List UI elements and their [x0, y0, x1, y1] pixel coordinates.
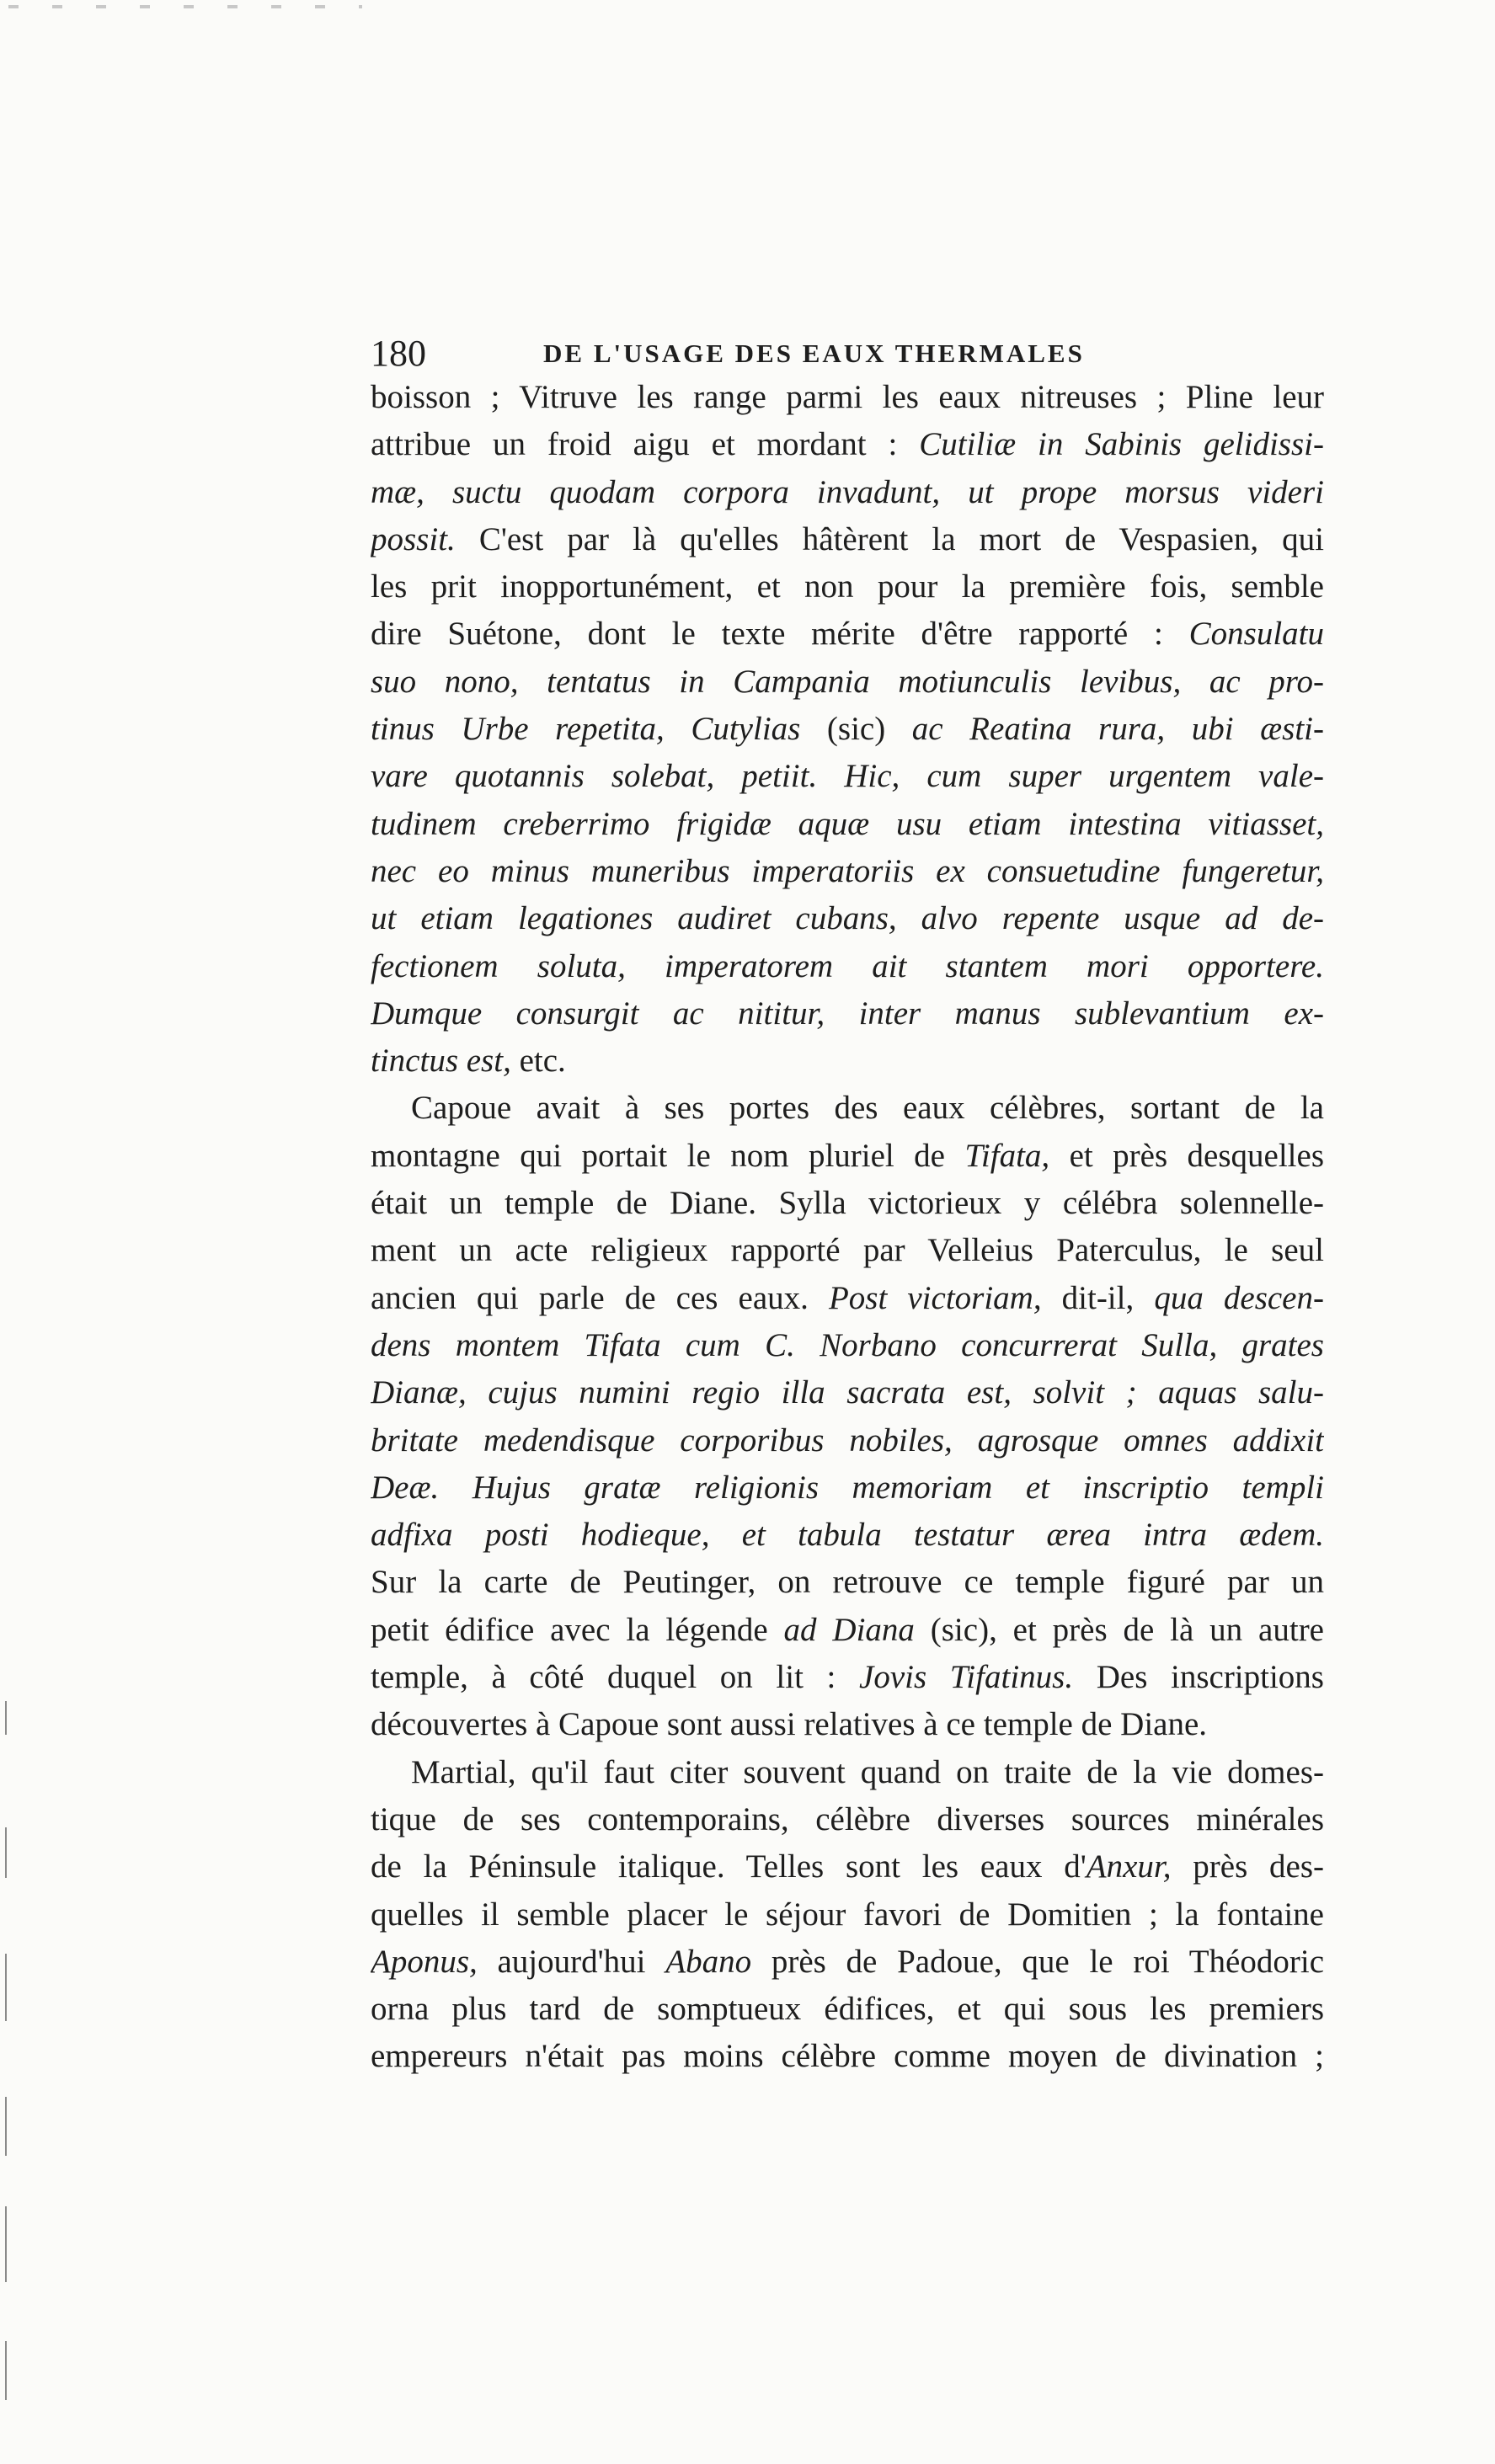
italic-text: ut etiam legationes audiret cubans, alvo repente usque ad de- [371, 900, 1324, 937]
text-line [371, 1085, 1324, 1132]
italic-text: qua descen- [1154, 1279, 1324, 1316]
roman-text: boisson ; Vitruve les range parmi les eaux nitreuses ; Pline leur [371, 379, 1324, 415]
roman-text: Capoue avait à ses portes des eaux célèbres, sortant de la [411, 1090, 1324, 1127]
roman-text: quelles il semble placer le séjour favori de Domitien ; la fontaine [371, 1896, 1324, 1933]
text-line [371, 1891, 1324, 1939]
italic-text: suo nono, tentatus in Campania motiunculis levibus, ac pro- [371, 663, 1324, 700]
text-line [371, 1369, 1324, 1416]
text-line [371, 2033, 1324, 2080]
italic-text: possit. [371, 520, 456, 557]
italic-text: Deæ. Hujus gratæ religionis memoriam et inscriptio templi [371, 1469, 1324, 1506]
scan-edge-marks [8, 5, 362, 8]
italic-text: britate medendisque corporibus nobiles, agrosque omnes addixit [371, 1421, 1324, 1459]
text-line [371, 659, 1324, 706]
italic-text: Dumque consurgit ac nititur, inter manus sublevantium ex- [371, 995, 1324, 1032]
roman-text: (sic), et près de là un autre [914, 1611, 1324, 1648]
roman-text: dit-il, [1041, 1279, 1155, 1316]
text-line [371, 516, 1324, 563]
text-line [371, 1559, 1324, 1606]
roman-text: les prit inopportunément, et non pour la première fois, semble [371, 568, 1324, 605]
text-line [371, 1749, 1324, 1796]
roman-text: était un temple de Diane. Sylla victorieux y célébra solennelle- [371, 1185, 1324, 1222]
text-line [371, 848, 1324, 895]
roman-text: montagne qui portait le nom pluriel de [371, 1137, 965, 1174]
italic-text: Tifata, [964, 1137, 1050, 1174]
text-line [371, 1701, 1324, 1748]
roman-text: Martial, qu'il faut citer souvent quand on traite de la vie domes- [411, 1753, 1324, 1790]
italic-text: Consulatu [1188, 616, 1324, 653]
italic-text: tinctus est, [371, 1043, 511, 1080]
roman-text: de la Péninsule italique. Telles sont les eaux d' [371, 1848, 1087, 1885]
roman-text: etc. [510, 1043, 566, 1080]
roman-text: orna plus tard de somptueux édifices, et qui sous les premiers [371, 1991, 1324, 2028]
italic-text: tudinem creberrimo frigidæ aquæ usu etiam intestina vitiasset, [371, 805, 1324, 842]
text-line [371, 1939, 1324, 1986]
text-line [371, 1180, 1324, 1227]
italic-text: Abano [665, 1943, 752, 1980]
text-line [371, 1417, 1324, 1464]
roman-text: près des- [1171, 1848, 1324, 1885]
page-number: 180 [371, 333, 426, 374]
italic-text: adfixa posti hodieque, et tabula testatur ærea intra ædem. [371, 1517, 1324, 1554]
text-line [371, 1512, 1324, 1559]
italic-text: Jovis Tifatinus. [859, 1659, 1074, 1696]
roman-text: découvertes à Capoue sont aussi relatives à ce temple de Diane. [371, 1706, 1208, 1743]
roman-text: ancien qui parle de ces eaux. [371, 1279, 829, 1316]
text-line [371, 1464, 1324, 1512]
italic-text: Cutiliæ in Sabinis gelidissi- [919, 426, 1324, 463]
roman-text: attribue un froid aigu et mordant : [371, 426, 920, 463]
roman-text: C'est par là qu'elles hâtèrent la mort de Vespasien, qui [455, 520, 1324, 557]
scan-margin-marks [5, 1701, 10, 2442]
text-line [371, 1037, 1324, 1085]
roman-text: Sur la carte de Peutinger, on retrouve ce temple figuré par un [371, 1564, 1324, 1601]
text-line [371, 1654, 1324, 1701]
text-line [371, 1607, 1324, 1654]
italic-text: tinus Urbe repetita, Cutylias [371, 711, 801, 748]
roman-text: (sic) [800, 711, 912, 748]
text-line [371, 469, 1324, 516]
italic-text: nec eo minus muneribus imperatoriis ex consuetudine fungeretur, [371, 852, 1324, 889]
italic-text: Aponus, [371, 1943, 478, 1980]
text-line [371, 1986, 1324, 2033]
italic-text: ad Diana [783, 1611, 915, 1648]
text-line [371, 1843, 1324, 1891]
text-line [371, 753, 1324, 800]
text-line [371, 1275, 1324, 1322]
text-line [371, 1133, 1324, 1180]
italic-text: Post victoriam, [828, 1279, 1042, 1316]
text-line [371, 421, 1324, 468]
roman-text: tique de ses contemporains, célèbre diverses sources minérales [371, 1800, 1324, 1837]
text-line [371, 706, 1324, 753]
text-line [371, 1227, 1324, 1274]
italic-text: ac Reatina rura, ubi æsti- [911, 711, 1324, 748]
roman-text: dire Suétone, dont le texte mérite d'être rapporté : [371, 616, 1189, 653]
text-line [371, 611, 1324, 658]
roman-text: aujourd'hui [477, 1943, 666, 1980]
text-line [371, 1322, 1324, 1369]
page-header [371, 330, 1322, 377]
italic-text: vare quotannis solebat, petiit. Hic, cum super urgentem vale- [371, 758, 1324, 795]
body-text [371, 374, 1324, 2081]
text-line [371, 943, 1324, 990]
text-line [371, 801, 1324, 848]
italic-text: Anxur, [1086, 1848, 1172, 1885]
roman-text: près de Padoue, que le roi Théodoric [751, 1943, 1324, 1980]
roman-text: ment un acte religieux rapporté par Velleius Paterculus, le seul [371, 1232, 1324, 1269]
text-line [371, 990, 1324, 1037]
italic-text: dens montem Tifata cum C. Norbano concurrerat Sulla, grates [371, 1326, 1324, 1363]
text-line [371, 374, 1324, 421]
text-line [371, 1796, 1324, 1843]
roman-text: Des inscriptions [1073, 1659, 1324, 1696]
italic-text: mæ, suctu quodam corpora invadunt, ut prope morsus videri [371, 473, 1324, 510]
text-line [371, 563, 1324, 611]
italic-text: fectionem soluta, imperatorem ait stantem mori opportere. [371, 947, 1324, 984]
text-line [371, 895, 1324, 942]
running-head: DE L'USAGE DES EAUX THERMALES [543, 339, 1085, 368]
roman-text: et près desquelles [1049, 1137, 1324, 1174]
roman-text: petit édifice avec la légende [371, 1611, 784, 1648]
roman-text: empereurs n'était pas moins célèbre comme moyen de divination ; [371, 2038, 1324, 2075]
roman-text: temple, à côté duquel on lit : [371, 1659, 860, 1696]
italic-text: Dianæ, cujus numini regio illa sacrata est, solvit ; aquas salu- [371, 1374, 1324, 1411]
